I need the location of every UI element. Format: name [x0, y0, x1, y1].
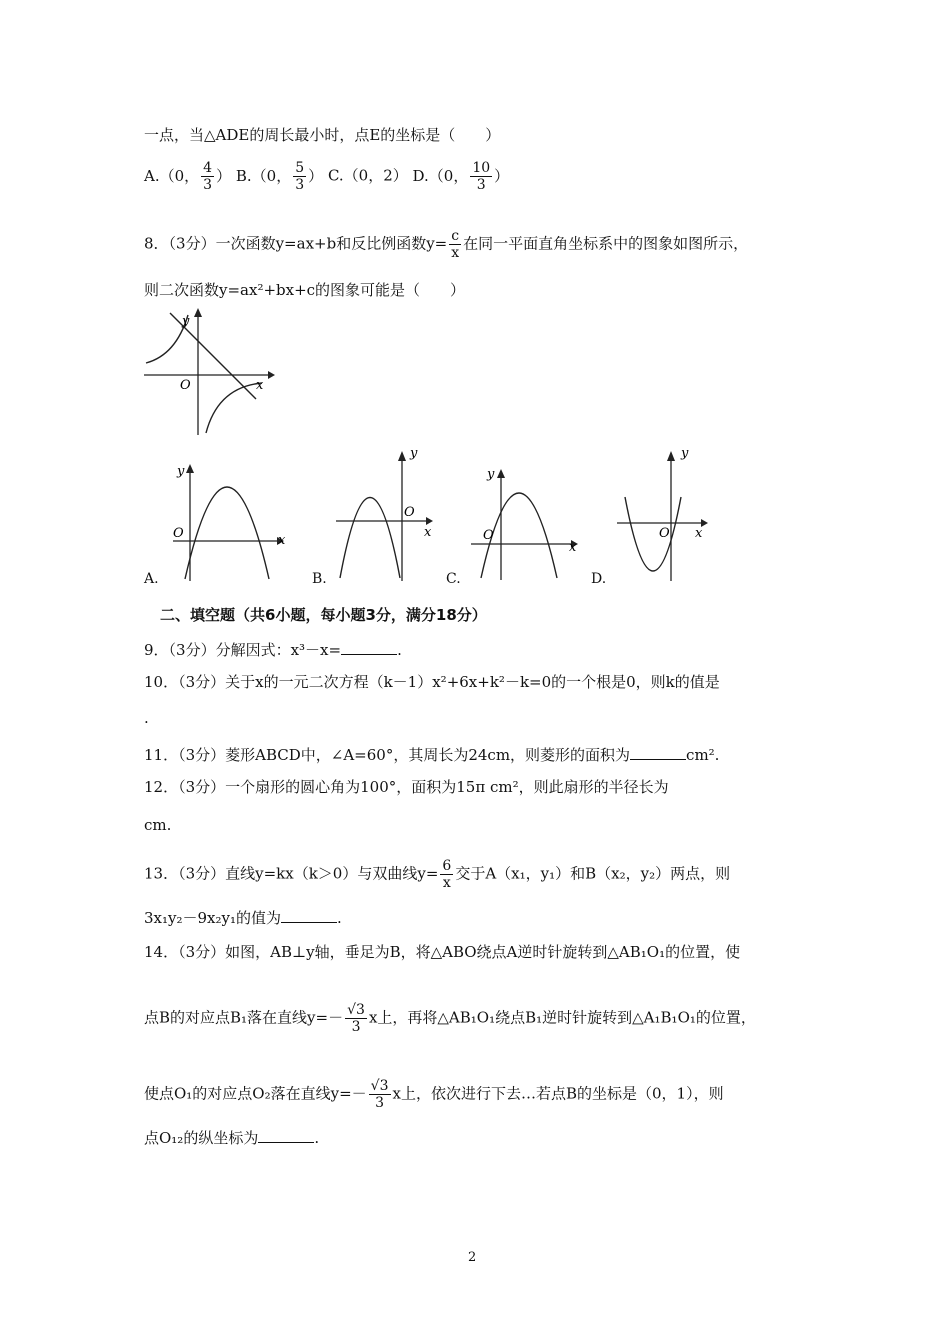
y-arrow-icon	[398, 451, 406, 461]
x-arrow-icon	[268, 371, 275, 379]
option-b[interactable]	[235, 160, 328, 193]
axis-label-y: y	[410, 446, 418, 461]
origin-label: O	[180, 378, 191, 393]
frac-num: √3	[347, 1002, 365, 1018]
q13-line1-pre: 13．（3分）直线y=kx（k＞0）与双曲线y=	[144, 864, 439, 883]
frac-den: 3	[203, 177, 213, 193]
x-arrow-icon	[426, 517, 433, 525]
axis-label-x: x	[256, 378, 264, 393]
q9-end: .	[397, 641, 402, 659]
origin-label: O	[483, 528, 494, 543]
frac-den: 3	[375, 1095, 385, 1111]
q11-text: 11．（3分）菱形ABCD中，∠A=60°，其周长为24cm，则菱形的面积为	[144, 746, 631, 764]
q9	[144, 640, 402, 660]
frac-den: 3	[476, 177, 486, 193]
q8-line1-pre: 8．（3分）一次函数y=ax+b和反比例函数y=	[144, 234, 448, 253]
answer-blank[interactable]	[341, 640, 397, 655]
frac-num: √3	[370, 1078, 389, 1094]
parabola	[340, 498, 400, 579]
axis-label-x: x	[278, 533, 286, 548]
q12-line2: cm.	[144, 816, 172, 834]
q8-frac	[449, 228, 461, 261]
q13-line1-post: 交于A（x₁，y₁）和B（x₂，y₂）两点，则	[455, 864, 731, 883]
frac-num: 6	[442, 858, 452, 874]
axis-label-y: y	[681, 446, 689, 461]
frac-den: x	[451, 245, 460, 261]
y-arrow-icon	[497, 469, 505, 478]
answer-blank[interactable]	[281, 908, 337, 923]
option-label-d: D.	[591, 571, 607, 587]
option-a-frac	[201, 160, 214, 193]
frac-num: c	[451, 228, 460, 244]
y-arrow-icon	[186, 464, 194, 473]
option-b-post: ）	[308, 166, 324, 185]
answer-blank[interactable]	[258, 1128, 314, 1143]
origin-label: O	[173, 526, 184, 541]
axis-label-y: y	[487, 467, 495, 482]
q14-line4-pre: 点O₁₂的纵坐标为	[144, 1129, 259, 1147]
q8-line1	[144, 228, 748, 261]
option-c-figure[interactable]	[467, 460, 587, 582]
q14-sqrt-frac-1	[345, 1002, 367, 1035]
y-arrow-icon	[667, 451, 675, 461]
q11-unit: cm².	[686, 746, 720, 764]
q7-line1: 一点，当△ADE的周长最小时，点E的坐标是（ ）	[144, 126, 501, 144]
q14-end: .	[314, 1129, 320, 1147]
q13-line1	[144, 858, 730, 891]
axis-label-x: x	[695, 526, 703, 541]
q14-sqrt-frac-2	[369, 1078, 391, 1111]
frac-num: 4	[203, 160, 213, 176]
parabola	[625, 497, 681, 571]
option-a-pre: A.（0，	[144, 166, 200, 185]
q14-line3-post: x上，依次进行下去…若点B的坐标是（0，1），则	[392, 1084, 724, 1103]
q10-line1: 10．（3分）关于x的一元二次方程（k－1）x²+6x+k²－k=0的一个根是0，则k的值是	[144, 673, 720, 691]
frac-num: 5	[295, 160, 305, 176]
q9-text: 9．（3分）分解因式：x³－x=	[144, 641, 342, 659]
q10-line2: .	[144, 709, 149, 727]
y-arrow-icon	[194, 308, 202, 317]
q12-line1: 12．（3分）一个扇形的圆心角为100°，面积为15π cm²，则此扇形的半径长为	[144, 778, 669, 796]
option-b-frac	[293, 160, 306, 193]
q14-line2-pre: 点B的对应点B₁落在直线y=－	[144, 1008, 344, 1027]
q14-line4	[144, 1128, 319, 1148]
origin-label: O	[404, 505, 415, 520]
q7-options	[144, 160, 509, 193]
frac-den: 3	[351, 1019, 361, 1035]
q14-line1: 14．（3分）如图，AB⊥y轴，垂足为B，将△ABO绕点A逆时针旋转到△AB₁O₁的位置，使	[144, 943, 741, 961]
q11	[144, 745, 719, 765]
hyperbola-branch-lower	[206, 383, 262, 433]
parabola	[185, 487, 269, 579]
page-number: 2	[468, 1250, 477, 1265]
frac-den: x	[442, 875, 451, 891]
option-a-figure[interactable]	[165, 455, 295, 583]
option-label-a: A.	[144, 571, 159, 587]
option-c[interactable]: C.（0，2）	[327, 166, 408, 185]
section-heading: 二、填空题（共6小题，每小题3分，满分18分）	[160, 606, 487, 624]
option-label-c: C.	[446, 571, 461, 587]
q8-line2: 则二次函数y=ax²+bx+c的图象可能是（ ）	[144, 281, 466, 299]
q14-line3-pre: 使点O₁的对应点O₂落在直线y=－	[144, 1084, 367, 1103]
option-b-pre: B.（0，	[235, 166, 292, 185]
answer-blank[interactable]	[630, 745, 686, 760]
q13-line2-pre: 3x₁y₂－9x₂y₁的值为	[144, 909, 282, 927]
option-d-pre: D.（0，	[412, 166, 469, 185]
option-b-figure[interactable]	[330, 443, 445, 583]
q13-frac	[440, 858, 453, 891]
q8-main-figure	[140, 305, 280, 440]
q13-line2	[144, 908, 342, 928]
q14-line3	[144, 1078, 724, 1111]
option-label-b: B.	[312, 571, 327, 587]
axis-label-x: x	[424, 525, 432, 540]
q14-line2	[144, 1002, 756, 1035]
option-d[interactable]	[412, 160, 510, 193]
frac-den: 3	[295, 177, 305, 193]
q14-line2-post: x上，再将△AB₁O₁绕点B₁逆时针旋转到△A₁B₁O₁的位置，	[368, 1008, 756, 1027]
axis-label-x: x	[569, 540, 577, 555]
axis-label-y: y	[177, 464, 185, 479]
option-a-post: ）	[216, 166, 232, 185]
option-d-figure[interactable]	[615, 443, 715, 583]
q8-line1-post: 在同一平面直角坐标系中的图象如图所示，	[463, 234, 749, 253]
q13-end: .	[337, 909, 342, 927]
option-d-post: ）	[494, 166, 510, 185]
axis-label-y: y	[182, 314, 190, 329]
option-a[interactable]	[144, 160, 236, 193]
option-d-frac	[470, 160, 492, 193]
frac-num: 10	[472, 160, 491, 176]
origin-label: O	[659, 526, 670, 541]
